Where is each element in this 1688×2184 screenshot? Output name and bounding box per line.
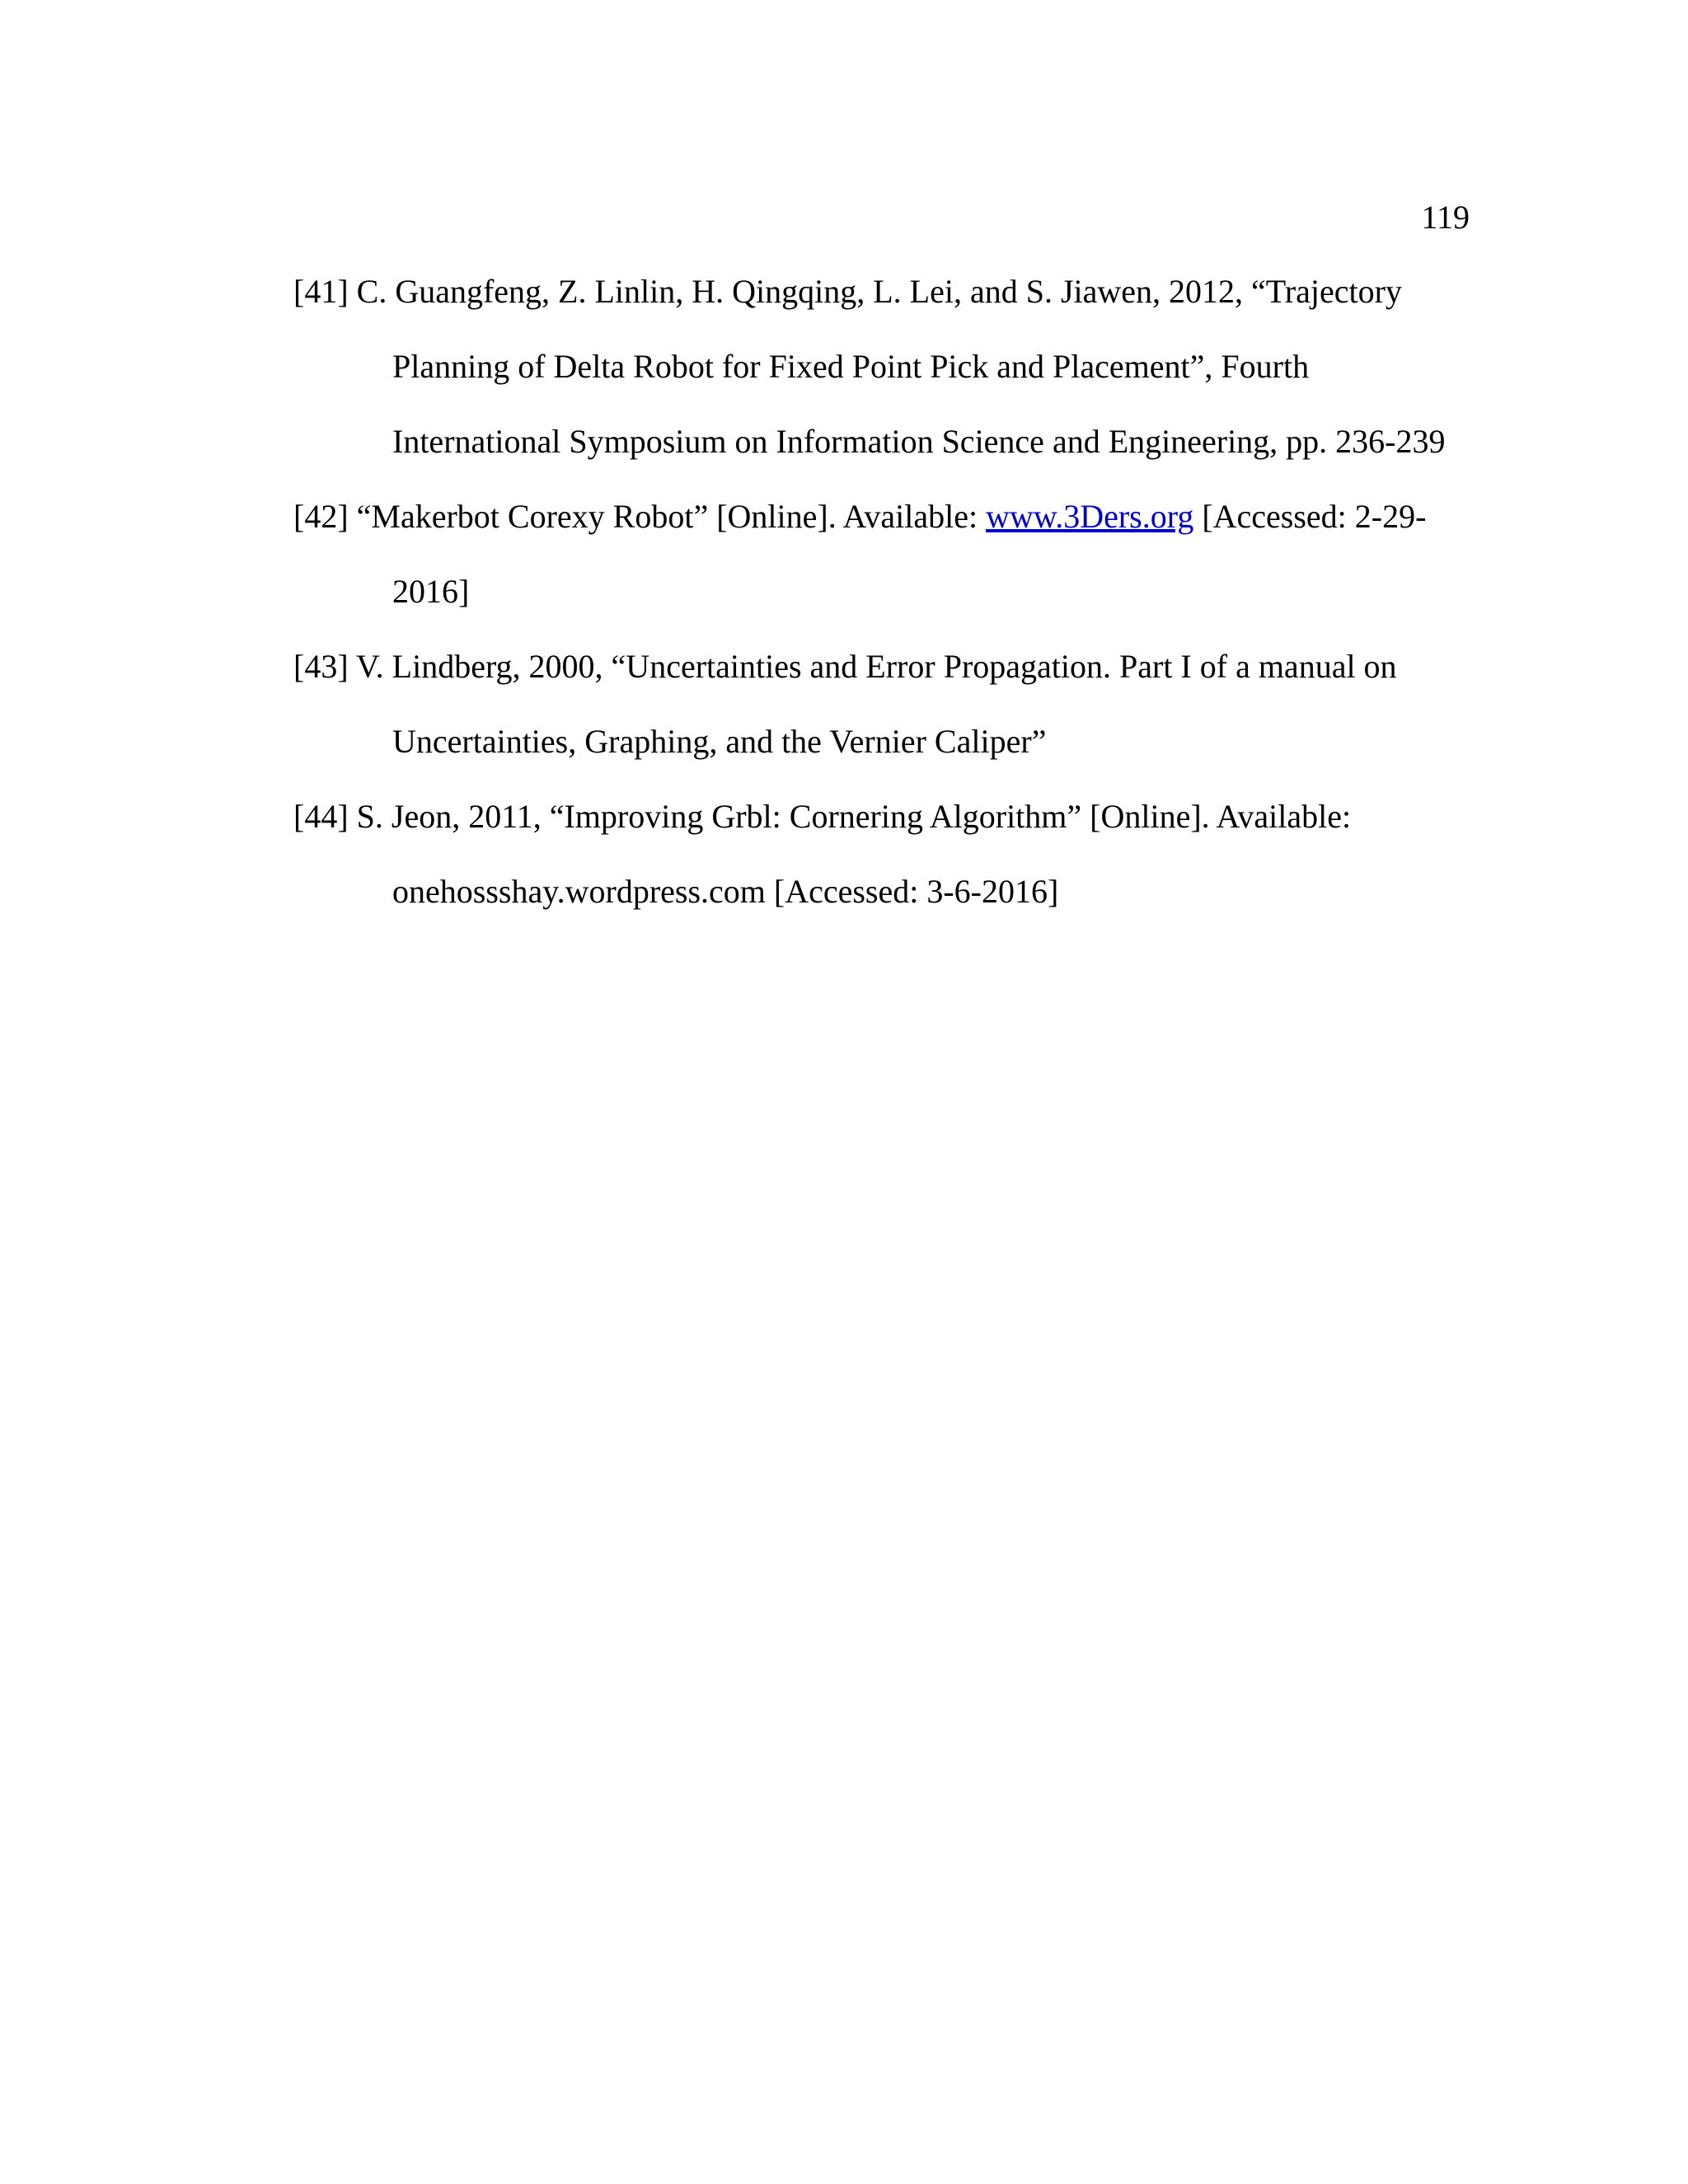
reference-42-line-2: 2016] [392,573,470,610]
reference-41-line-2: Planning of Delta Robot for Fixed Point Pick and Placement”, Fourth [392,348,1310,385]
reference-43-line-1: [43] V. Lindberg, 2000, “Uncertainties and Error Propagation. Part I of a manual on [293,648,1397,685]
reference-41 [293,269,1402,315]
reference-44-line-1: [44] S. Jeon, 2011, “Improving Grbl: Cornering Algorithm” [Online]. Available: [293,798,1352,835]
reference-41-line-3: International Symposium on Information Science and Engineering, pp. 236-239 [392,423,1446,460]
reference-41-line-1: [41] C. Guangfeng, Z. Linlin, H. Qingqing, L. Lei, and S. Jiawen, 2012, “Trajectory [293,273,1402,310]
reference-44 [293,794,1351,840]
reference-42-line-1-start: [42] “Makerbot Corexy Robot” [Online]. Available: [293,498,987,535]
reference-44-line-2: onehossshay.wordpress.com [Accessed: 3-6-2016] [392,873,1059,910]
reference-42-line-1-end: [Accessed: 2-29- [1193,498,1427,535]
reference-43 [293,644,1397,690]
page-number: 119 [1421,199,1470,236]
reference-43-line-2: Uncertainties, Graphing, and the Vernier Caliper” [392,723,1047,760]
reference-42 [293,494,1426,540]
reference-42-link[interactable]: www.3Ders.org [986,498,1194,535]
